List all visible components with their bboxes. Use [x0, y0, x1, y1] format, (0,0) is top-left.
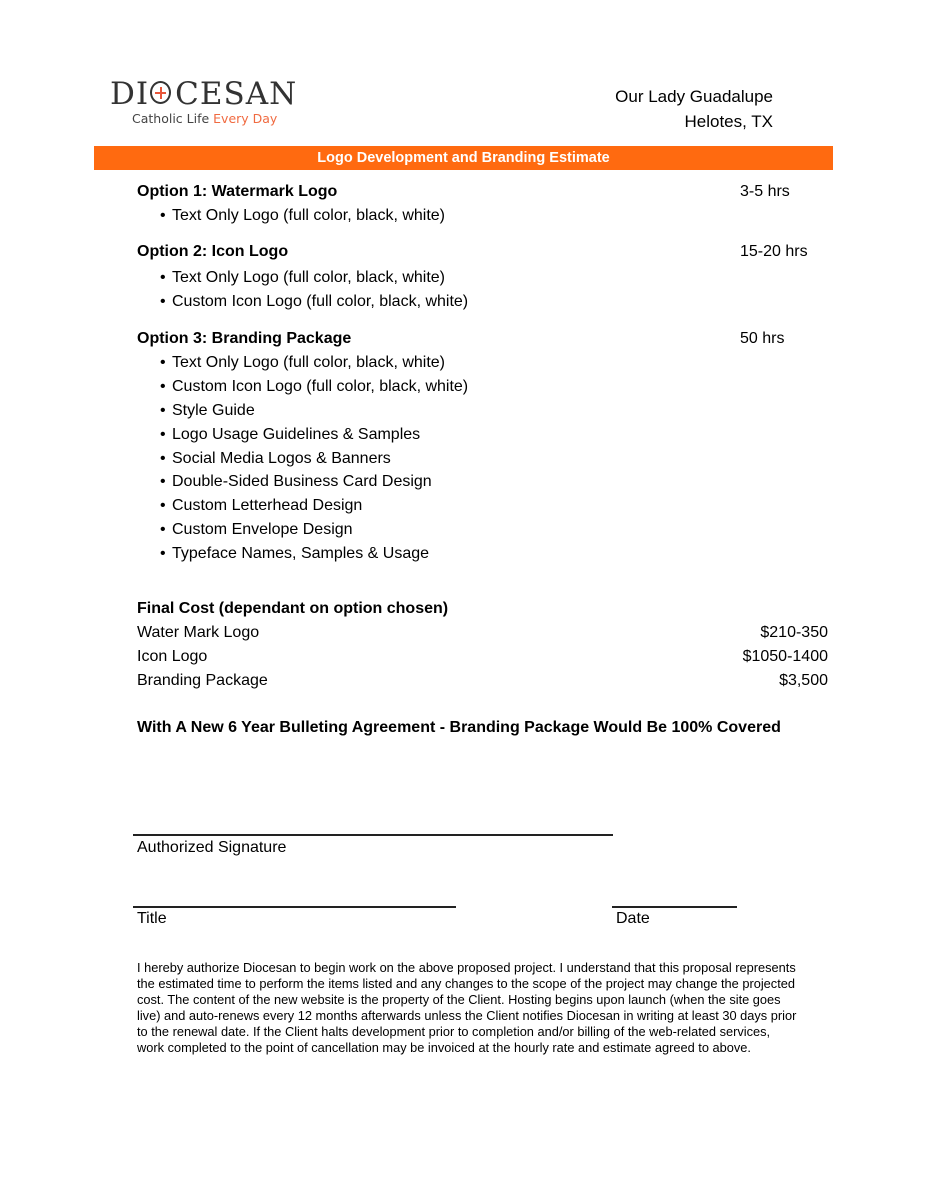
- authorization-terms: I hereby authorize Diocesan to begin work on the above proposed project. I understand that this proposal represents the estimated time to perform the items listed and any changes to the scope of the project may change the projected cost. The content of the new website is the property of the Client. Hosting begins upon launch (when the site goes live) and auto-renews every 12 months afterwards unless the Client notifies Diocesan in writing at least 30 days prior to the renewal date. If the Client halts development prior to completion and/or billing of the web-related services, work completed to the point of cancellation may be invoiced at the hourly rate and estimate agreed to above.: [137, 960, 797, 1055]
- logo-text-end: CESAN: [175, 76, 298, 112]
- option-1-hours: 3-5 hrs: [740, 183, 790, 200]
- bullet-icon: •: [160, 378, 166, 395]
- option-3-item: • Logo Usage Guidelines & Samples: [160, 426, 421, 443]
- bullet-icon: •: [160, 450, 166, 467]
- cost-label: Water Mark Logo: [137, 624, 260, 641]
- bullet-icon: •: [160, 426, 166, 443]
- logo-tagline: [132, 111, 277, 126]
- option-3-item: • Custom Envelope Design: [160, 521, 353, 538]
- bullet-icon: •: [160, 521, 166, 538]
- option-3-item: • Style Guide: [160, 402, 255, 419]
- option-2-title: Option 2: Icon Logo: [137, 243, 289, 260]
- option-3-item: • Social Media Logos & Banners: [160, 450, 391, 467]
- client-name: Our Lady Guadalupe: [615, 87, 773, 106]
- tagline-accent: Every Day: [213, 111, 278, 126]
- option-3-title: Option 3: Branding Package: [137, 330, 352, 347]
- option-1-title: Option 1: Watermark Logo: [137, 183, 338, 200]
- date-line[interactable]: [612, 906, 737, 908]
- cost-label: Branding Package: [137, 672, 268, 689]
- cross-circle-icon: [150, 81, 174, 107]
- option-3-item: • Custom Letterhead Design: [160, 497, 363, 514]
- bullet-icon: •: [160, 293, 166, 310]
- option-3-hours: 50 hrs: [740, 330, 785, 347]
- bullet-icon: •: [160, 354, 166, 371]
- authorized-signature-label: Authorized Signature: [137, 839, 287, 856]
- option-2-item: • Text Only Logo (full color, black, white): [160, 269, 446, 286]
- cost-value: $1050-1400: [742, 648, 828, 665]
- option-3-item: • Double-Sided Business Card Design: [160, 473, 432, 490]
- bullet-icon: •: [160, 473, 166, 490]
- option-3-item: • Typeface Names, Samples & Usage: [160, 545, 430, 562]
- title-label: Title: [137, 910, 167, 927]
- tagline-plain: Catholic Life: [132, 111, 214, 126]
- final-cost-title: Final Cost (dependant on option chosen): [137, 600, 449, 617]
- logo-text-start: DI: [110, 76, 150, 112]
- coverage-notice: With A New 6 Year Bulleting Agreement - Branding Package Would Be 100% Covered: [137, 719, 781, 736]
- option-2-hours: 15-20 hrs: [740, 243, 808, 260]
- bullet-icon: •: [160, 545, 166, 562]
- bullet-icon: •: [160, 269, 166, 286]
- date-label: Date: [616, 910, 650, 927]
- estimate-banner: Logo Development and Branding Estimate: [94, 146, 833, 170]
- bullet-icon: •: [160, 402, 166, 419]
- signature-line[interactable]: [133, 834, 613, 836]
- option-3-item: • Text Only Logo (full color, black, white): [160, 354, 446, 371]
- cost-value: $210-350: [760, 624, 828, 641]
- bullet-icon: •: [160, 207, 166, 224]
- bullet-icon: •: [160, 497, 166, 514]
- diocesan-logo: [110, 76, 297, 112]
- client-block: [615, 84, 773, 134]
- option-3-item: • Custom Icon Logo (full color, black, white): [160, 378, 469, 395]
- title-line[interactable]: [133, 906, 456, 908]
- cost-label: Icon Logo: [137, 648, 208, 665]
- option-2-item: • Custom Icon Logo (full color, black, white): [160, 293, 469, 310]
- client-location: Helotes, TX: [684, 112, 773, 131]
- cost-value: $3,500: [779, 672, 828, 689]
- option-1-item: • Text Only Logo (full color, black, white): [160, 207, 446, 224]
